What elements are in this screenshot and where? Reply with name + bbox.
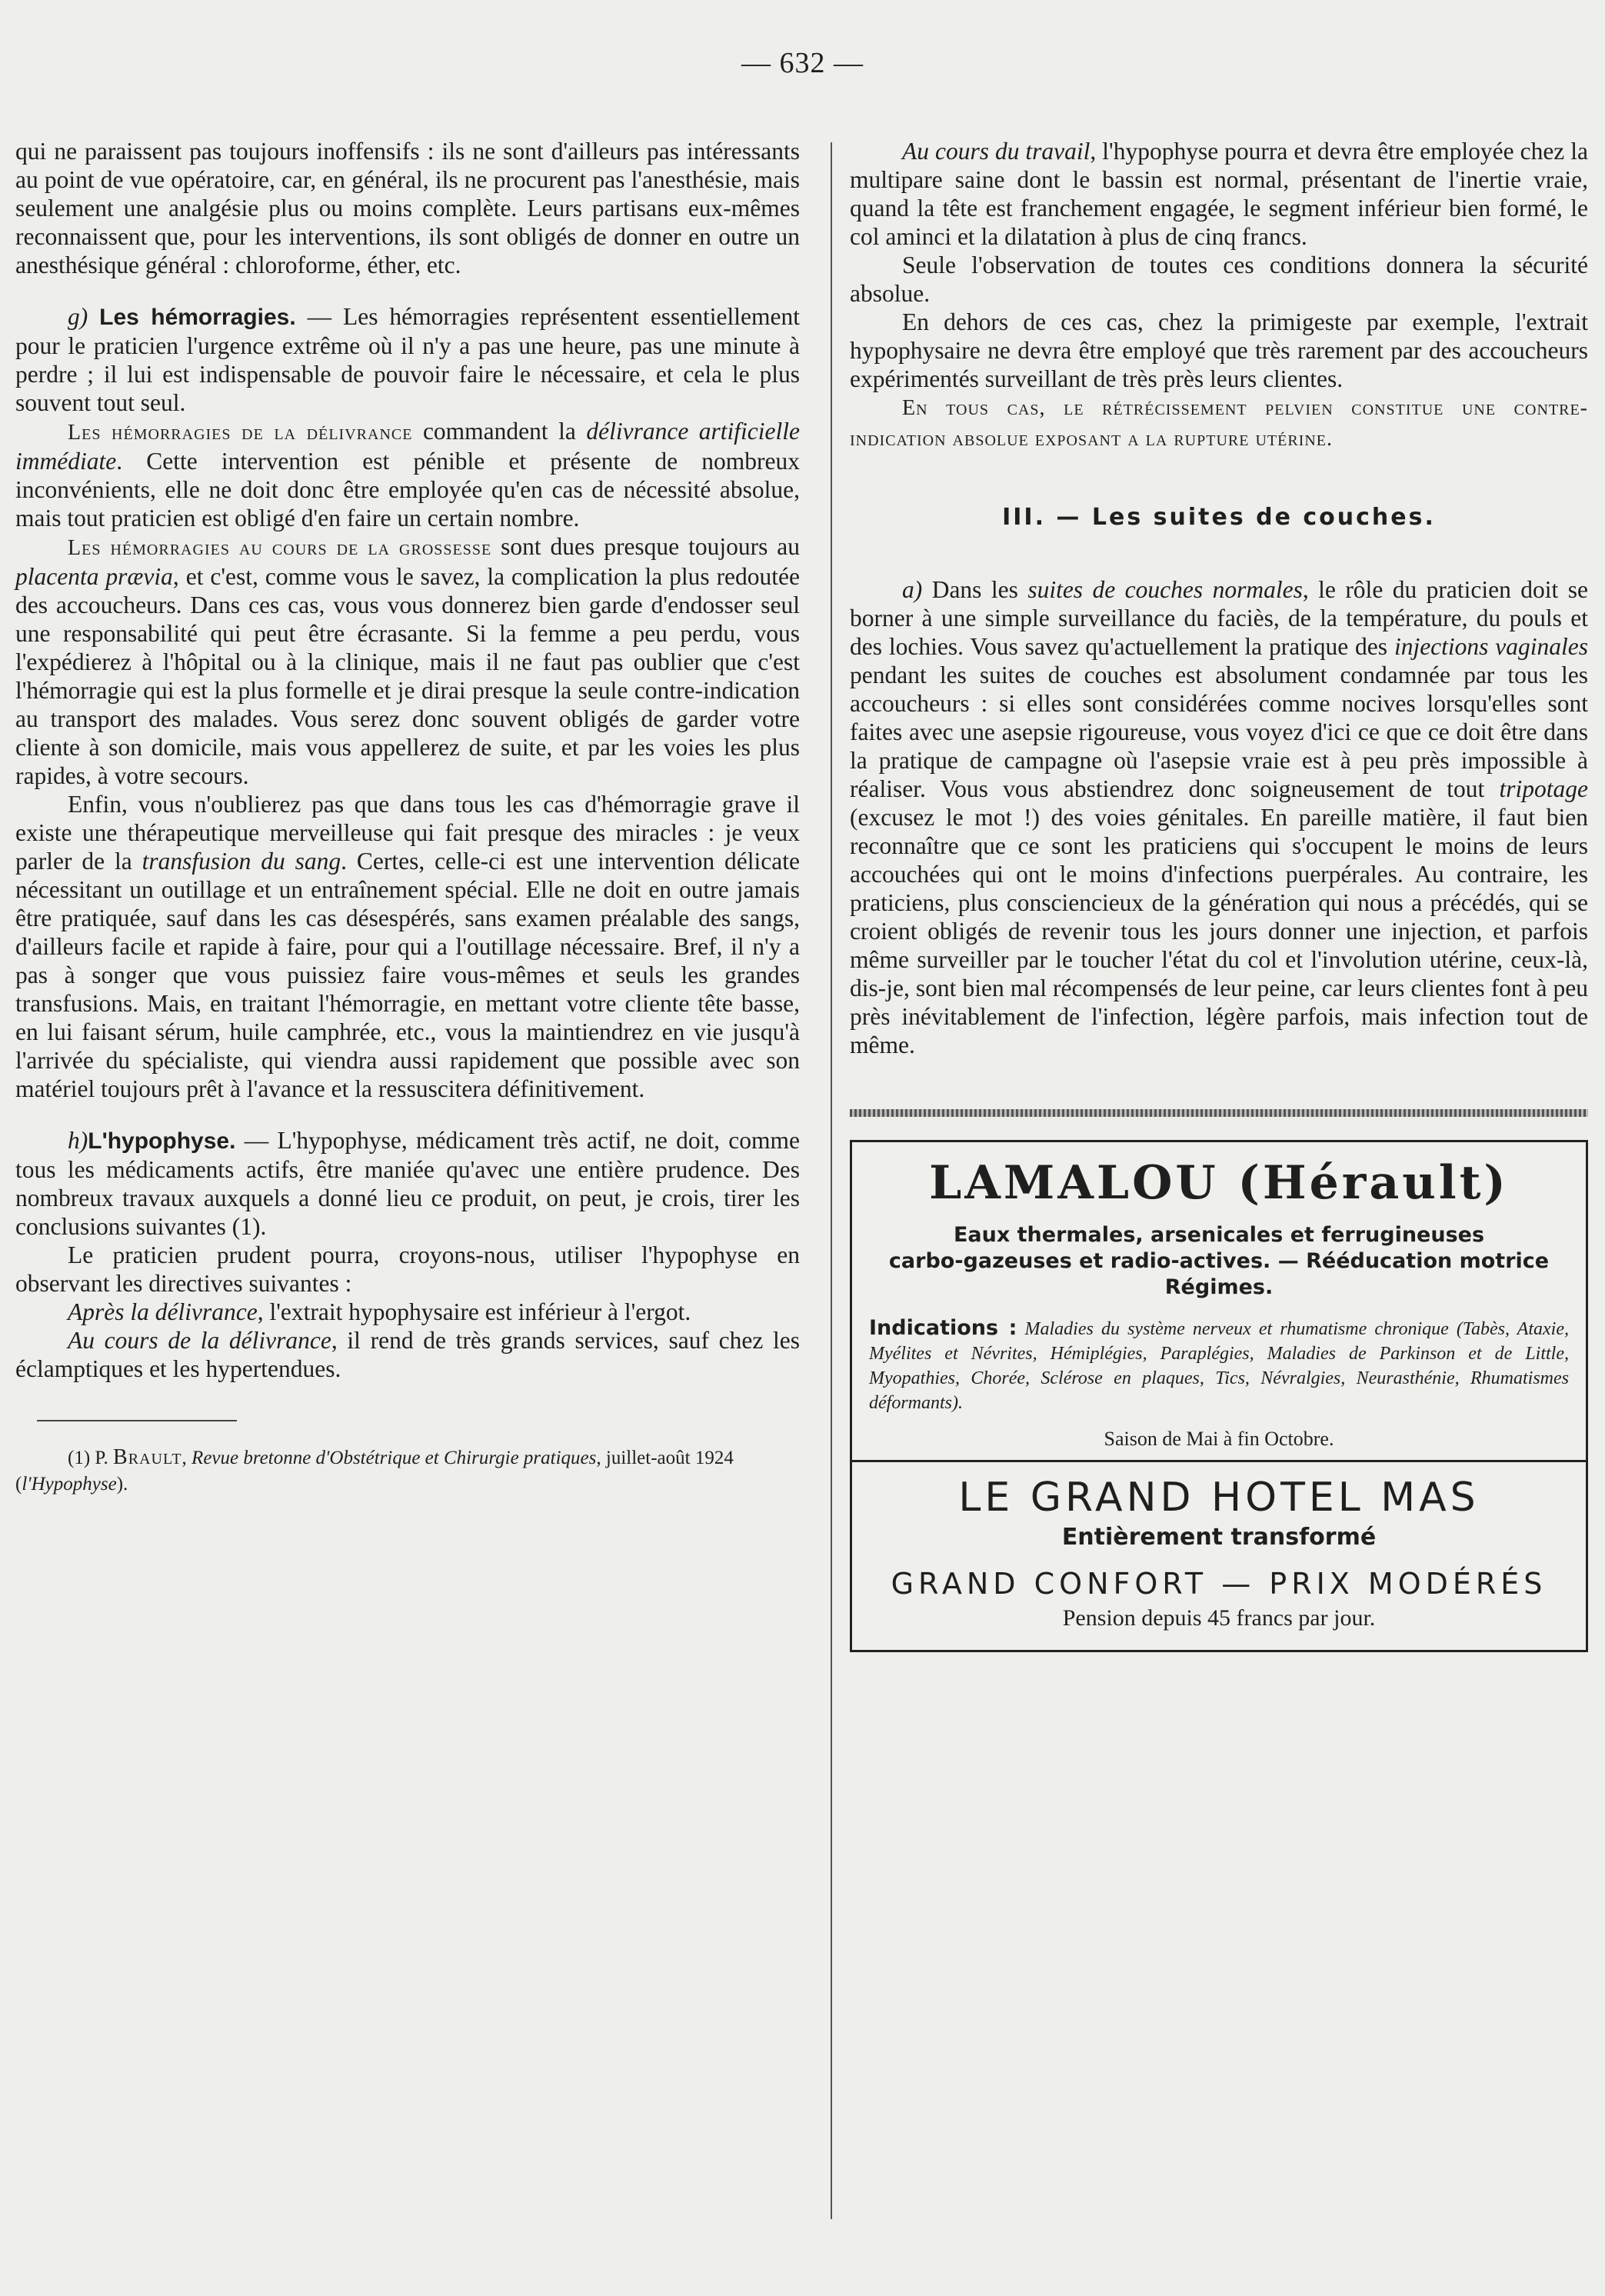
ad-line-2: carbo-gazeuses et radio-actives. — Rééducation motrice [888, 1249, 1550, 1273]
right-column [850, 137, 1588, 1652]
paragraph-au-cours-travail [850, 137, 1588, 251]
italic-fragment: Après la délivrance [68, 1298, 258, 1325]
italic-fragment: injections vaginales [1394, 633, 1589, 660]
text-hemorrhages: — Les hémorragies représentent essentiellement pour le praticien l'urgence extrême où il n'y a pas une heure, pas une minute à perdre ; il lui est indispensable de pouvoir faire le nécessaire, et cela le plus souvent tout seul. [15, 303, 800, 416]
hotel-subtitle: Entièrement transformé [1061, 1524, 1377, 1551]
italic-fragment: tripotage [1499, 775, 1588, 802]
text-fragment: (1) P. [68, 1448, 114, 1468]
paragraph-apres-delivrance [15, 1298, 800, 1326]
ad-indications-text: Maladies du système nerveux et rhumatisme chronique (Tabès, Ataxie, Myélites et Névrites, Hémiplégies, Paraplégies, Maladies de Parkinson et de Little, Myopathies, Chorée, Sclérose en plaques, Tics, Névralgies, Neurasthénie, Rhumatismes déformants). [869, 1319, 1570, 1413]
text-fragment: ). [116, 1474, 128, 1495]
hotel-price: Pension depuis 45 francs par jour. [1062, 1605, 1376, 1631]
text-fragment: , il rend de très grands services, sauf chez les éclamptiques et les hypertendues. [15, 1327, 800, 1382]
column-divider [831, 142, 832, 2219]
text-fragment: , juillet-août 1924 ( [15, 1448, 734, 1495]
left-column [15, 137, 800, 1498]
footnote-title: l'Hypophyse [22, 1474, 117, 1495]
text-fragment: , l'hypophyse pourra et devra être employée chez la multipare saine dont le bassin est normal, présentant de l'inertie vraie, quand la tête est franchement engagée, le segment inférieur bien formé, le col aminci et la dilatation à plus de cinq francs. [850, 138, 1588, 250]
text-fragment: commandent la [412, 418, 587, 445]
paragraph-suites-couches [850, 575, 1588, 1059]
ornament-divider [850, 1109, 1588, 1117]
ad-line-1: Eaux thermales, arsenicales et ferrugineuses [953, 1223, 1485, 1247]
italic-fragment: Au cours du travail [902, 138, 1091, 165]
ad-separator [852, 1460, 1586, 1462]
italic-fragment: délivrance artificielle immédiate [15, 418, 801, 475]
ad-line-3: Régimes. [1164, 1275, 1274, 1299]
paragraph-anesthesia: qui ne paraissent pas toujours inoffensifs : ils ne sont d'ailleurs pas intéressants au point de vue opératoire, car, en général, ils ne procurent pas l'anesthésie, mais seulement une analgésie plus ou moins complète. Leurs partisans eux-mêmes reconnaissent que, pour les interventions, ils sont obligés de donner en outre un anesthésique général : chloroforme, éther, etc. [15, 138, 800, 278]
paragraph-dehors: En dehors de ces cas, chez la primigeste par exemple, l'extrait hypophysaire ne devra être employé que très rarement par des accoucheurs expérimentés surveillant de très près leurs clientes. [850, 308, 1588, 392]
footnote-journal: Revue bretonne d'Obstétrique et Chirurgie pratiques [191, 1448, 597, 1468]
paragraph-prudent: Le praticien prudent pourra, croyons-nous, utiliser l'hypophyse en observant les directives suivantes : [15, 1241, 800, 1297]
italic-fragment: Au cours de la délivrance [68, 1327, 331, 1354]
text-fragment: , et c'est, comme vous le savez, la complication la plus redoutée des accoucheurs. Dans ces cas, vous vous donnerez bien garde d'endosser seul une responsabilité qui peut être écrasante. Si la femme a peu perdu, vous l'expédierez à l'hôpital ou à la clinique, mais il ne faut pas oublier que c'est l'hémorragie qui est la plus formelle et je dirai presque la seule contre-indication au transport des malades. Vous serez donc souvent obligés de garder votre cliente à son domicile, mais vous appellerez de suite, et par les voies les plus rapides, à votre secours. [15, 563, 800, 789]
text-fragment: pendant les suites de couches est absolument condamnée par tous les accoucheurs : si elles sont considérées comme nocives lorsqu'elles sont faites avec une asepsie rigoureuse, vous voyez d'ici ce que ce doit être dans la pratique de campagne où l'asepsie vraie est à peu près impossible à réaliser. Vous vous abstiendrez donc soigneusement de tout [850, 661, 1588, 802]
italic-fragment: placenta prævia [15, 563, 173, 590]
text-fragment: — L'hypophyse, médicament très actif, ne doit, comme tous les médicaments actifs, être maniée qu'avec une entière prudence. Des nombreux travaux auxquels a donné lieu ce produit, on peut, je crois, tirer les conclusions suivantes (1). [15, 1127, 800, 1240]
paragraph-transfusion [15, 790, 800, 1103]
paragraph-delivrance [15, 417, 800, 532]
paragraph-hemorrhages [15, 302, 800, 417]
smallcaps-delivrance: Les hémorragies de la délivrance [68, 421, 413, 445]
page-number: — 632 — [741, 47, 864, 79]
paragraph-grossesse [15, 532, 800, 790]
paragraph-tous-cas: En tous cas, le rétrécissement pelvien constitue une contre-indication absolue exposant a la rupture utérine. [850, 396, 1588, 451]
italic-fragment: suites de couches normales [1027, 576, 1303, 603]
footnote-rule [37, 1420, 237, 1421]
text-fragment: sont dues presque toujours au [491, 533, 800, 560]
ad-title: LAMALOU (Hérault) [929, 1156, 1509, 1210]
text-fragment: . Cette intervention est pénible et présente de nombreux inconvénients, elle ne doit donc être employée qu'en cas de nécessité absolue, mais tout praticien est obligé d'en faire un certain nombre. [15, 448, 800, 532]
footnote-author: Brault [113, 1445, 182, 1469]
paragraph-seule: Seule l'observation de toutes ces conditions donnera la sécurité absolue. [850, 252, 1588, 307]
text-fragment: Enfin, vous n'oublierez pas que dans tous les cas d'hémorragie grave il existe une thérapeutique merveilleuse qui fait presque des miracles : je veux parler de la [15, 791, 800, 875]
section-heading: III. — Les suites de couches. [1002, 504, 1436, 531]
text-fragment: . Certes, celle-ci est une intervention délicate nécessitant un outillage et un entraînement spécial. Elle ne doit en outre jamais être pratiquée, sauf dans les cas désespérés, sans examen préalable des sangs, d'ailleurs facile et rapide à faire, pour qui a l'outillage nécessaire. Bref, il n'y a pas à songer que vous puissiez faire vous-mêmes et seuls les grandes transfusions. Mais, en traitant l'hémorragie, en mettant votre cliente tête basse, en lui faisant sérum, huile camphrée, etc., vous la maintiendrez en vie jusqu'à l'arrivée du spécialiste, qui viendra aussi rapidement que possible avec son matériel toujours prêt à l'avance et la ressuscitera définitivement. [15, 848, 800, 1102]
text-fragment: , l'extrait hypophysaire est inférieur à l'ergot. [257, 1298, 691, 1325]
text-fragment: Dans les [922, 576, 1028, 603]
ad-indications [869, 1316, 1569, 1415]
text-fragment: , le rôle du praticien doit se borner à une simple surveillance du faciès, de la température, du pouls et des lochies. Vous savez qu'actuellement la pratique des [850, 576, 1588, 660]
ad-season: Saison de Mai à fin Octobre. [1104, 1428, 1334, 1450]
paragraph-au-cours-delivrance [15, 1326, 800, 1383]
item-label-h: h) [68, 1127, 88, 1154]
hotel-name: LE GRAND HOTEL MAS [958, 1475, 1480, 1521]
text-fragment: , [181, 1448, 192, 1468]
text-fragment: (excusez le mot !) des voies génitales. En pareille matière, il faut bien reconnaître que ce sont les praticiens qui s'occupent le moins de leurs accouchées qui ont le moins d'infections puerpérales. Au contraire, les praticiens, plus consciencieux de la génération qui nous a précédés, qui se croient obligés de revenir tous les jours donner une injection, et parfois même surveiller par le toucher l'état du col et l'involution utérine, ceux-là, dis-je, sont bien mal récompensés de leur peine, car leurs clientes font à peu près inévitablement de l'infection, légère parfois, mais infection tout de même. [850, 804, 1588, 1058]
advertisement-box [850, 1140, 1588, 1652]
smallcaps-grossesse: Les hémorragies au cours de la grossesse [68, 536, 492, 560]
item-label-a: a) [902, 576, 923, 603]
paragraph-hypophyse [15, 1126, 800, 1241]
heading-hypophyse: L'hypophyse. [88, 1128, 236, 1154]
italic-fragment: transfusion du sang [142, 848, 341, 875]
ad-indications-label: Indications : [869, 1316, 1017, 1340]
item-label-g: g) [68, 303, 88, 330]
hotel-comfort: GRAND CONFORT — PRIX MODÉRÉS [891, 1567, 1547, 1601]
heading-hemorrhages: Les hémorragies. [99, 305, 296, 330]
footnote [15, 1445, 800, 1498]
